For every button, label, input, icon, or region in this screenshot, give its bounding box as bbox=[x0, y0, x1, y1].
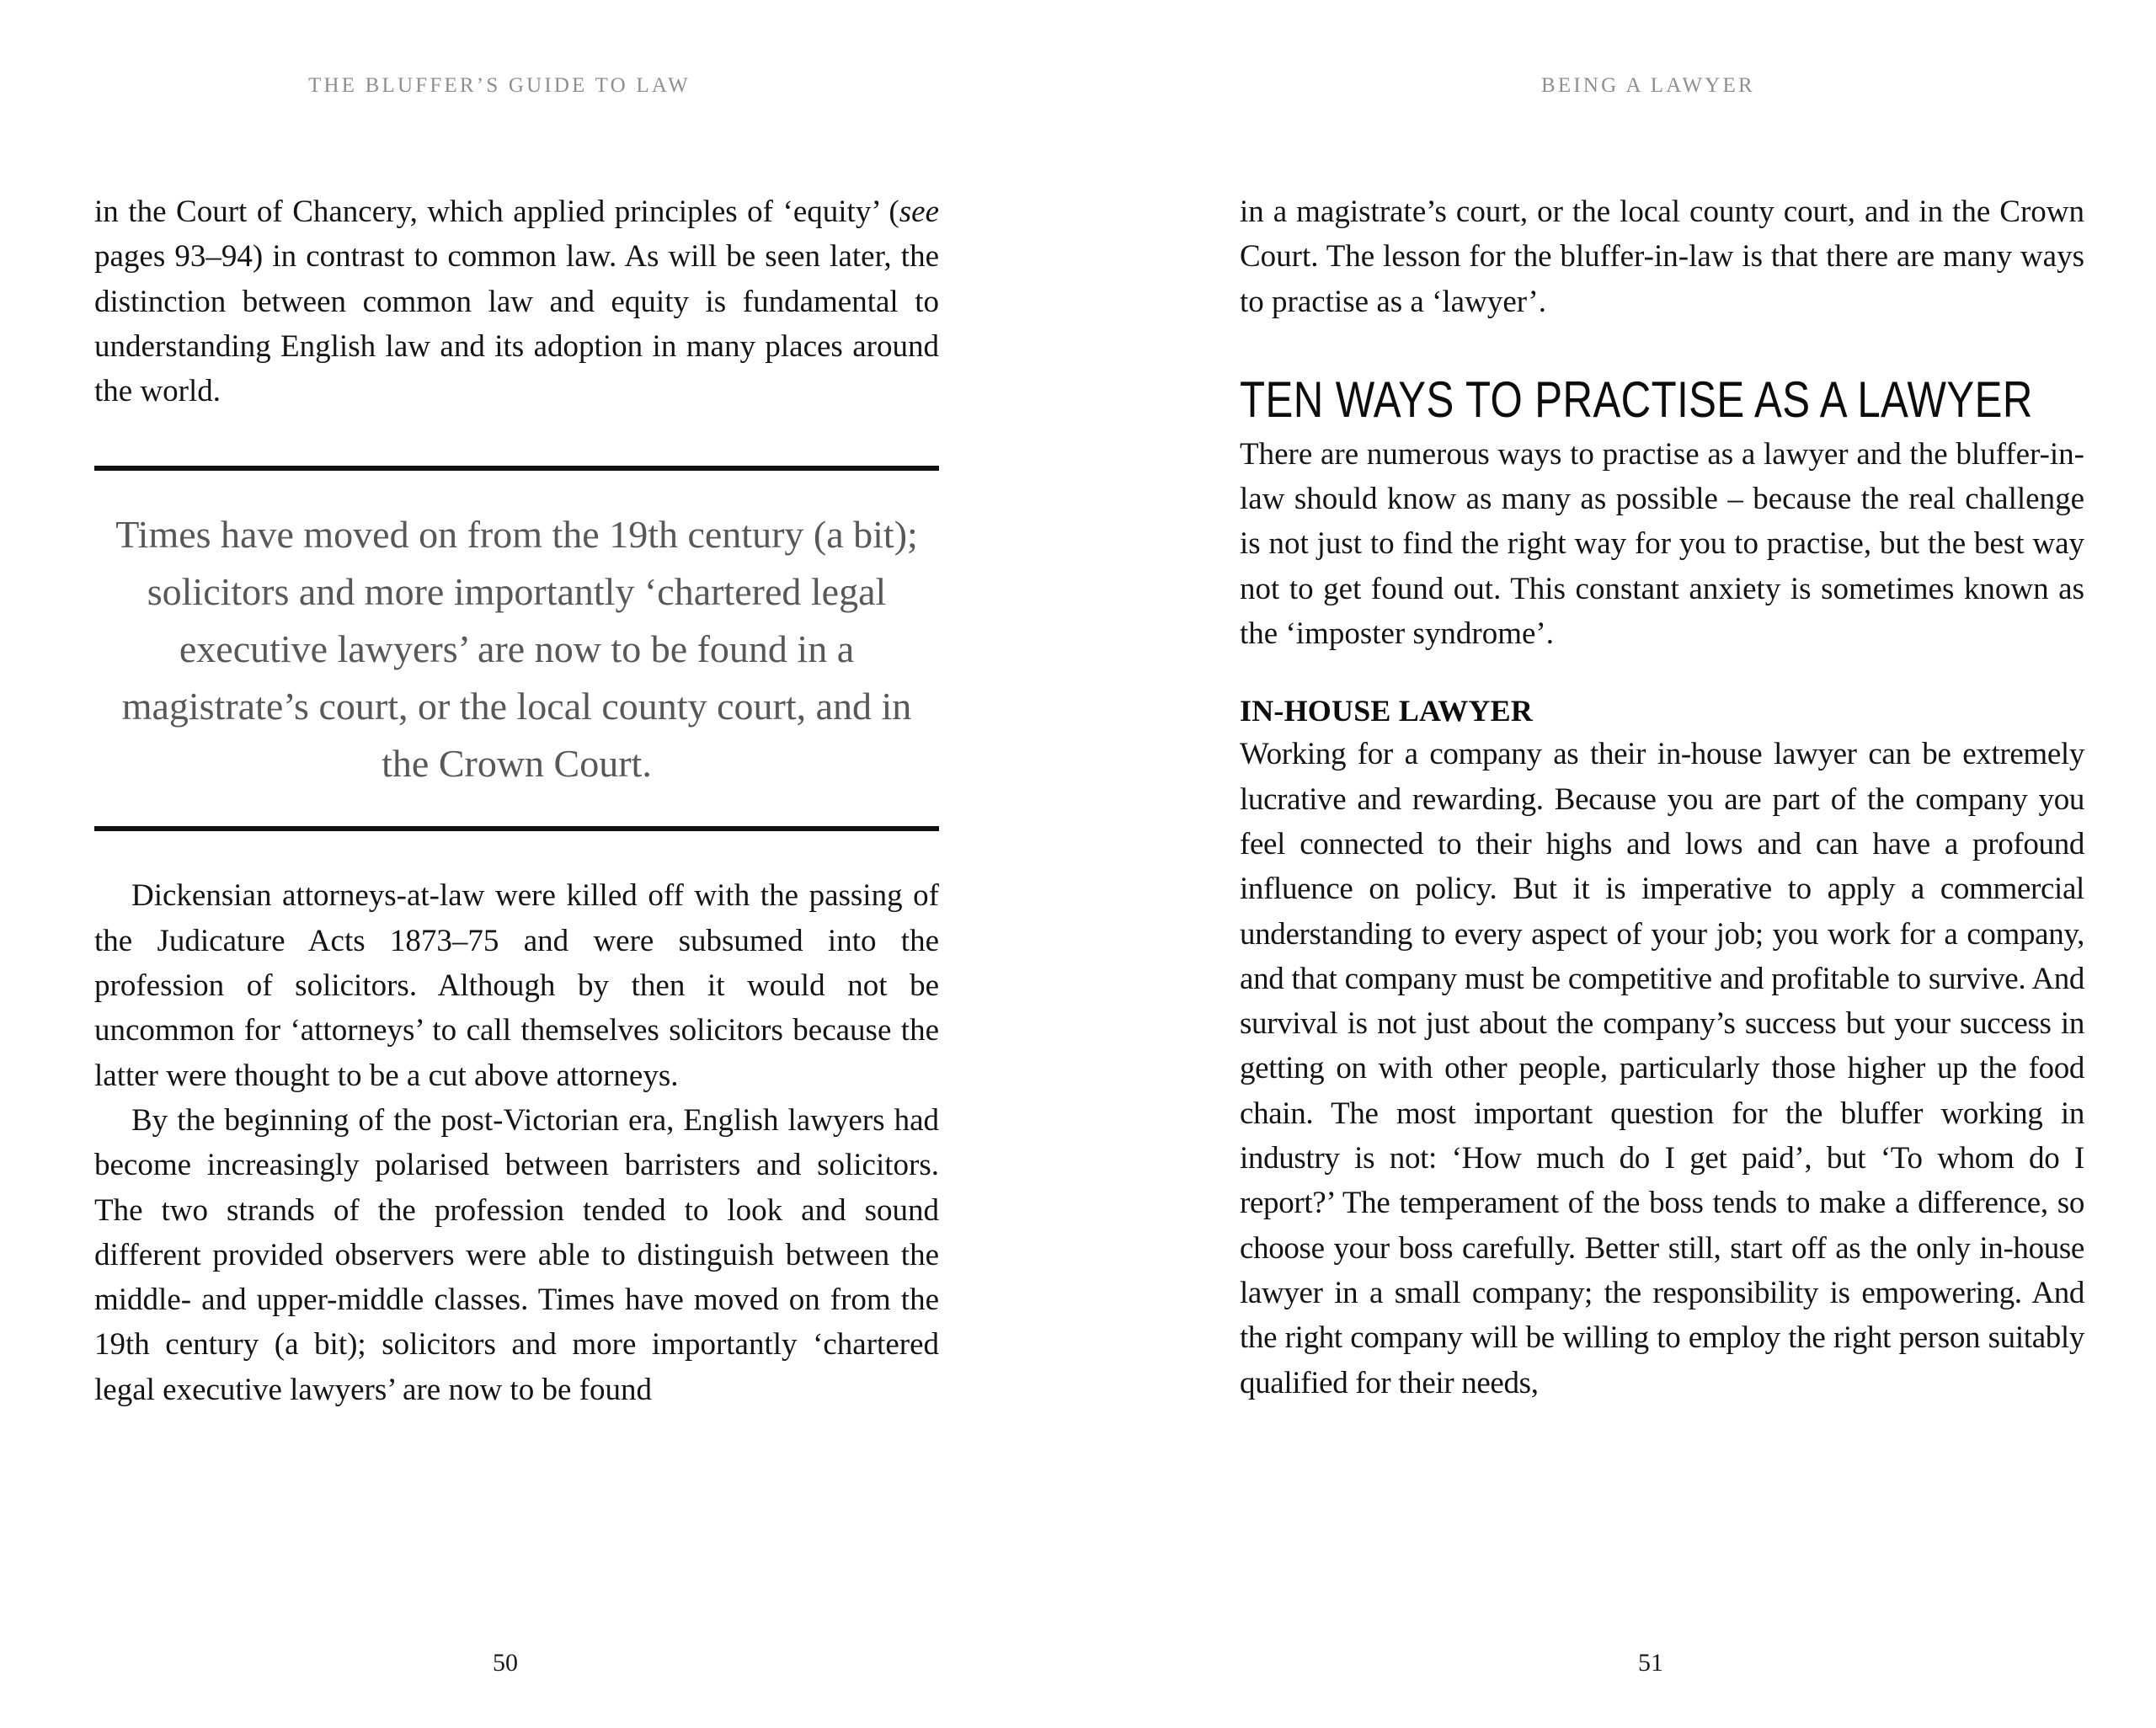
see-italic: see bbox=[899, 195, 939, 229]
right-paragraph-1: in a magistrate’s court, or the local county court, and in the Crown Court. The lesson for the bluffer-in-law is that there are many ways to practise as a ‘lawyer’. bbox=[1240, 195, 2084, 319]
running-head-left: THE BLUFFER’S GUIDE TO LAW bbox=[308, 74, 691, 97]
folio-left: 50 bbox=[493, 1649, 518, 1677]
left-paragraph-3: By the beginning of the post-Victorian era, English lawyers had become increasingly polarised between barristers and solicitors. The two strands of the profession tended to look and sound different provided observers were able to distinguish between the middle- and upper-middle classes. Times have moved on from the 19th century (a bit); solicitors and more importantly ‘chartered legal executive lawyers’ are now to be found bbox=[94, 1102, 939, 1407]
page-left bbox=[94, 189, 939, 1412]
right-paragraph-3: Working for a company as their in-house lawyer can be extremely lucrative and rewarding. Because you are part of the company you feel connected to their highs and lows and can have a profound influence on policy. But it is imperative to apply a commercial understanding to every aspect of your job; you work for a company, and that company must be competitive and profitable to survive. And survival is not just about the company’s success but your success in getting on with other people, particularly those higher up the food chain. The most important question for the bluffer working in industry is not: ‘How much do I get paid’, but ‘To whom do I report?’ The temperament of the boss tends to make a difference, so choose your boss carefully. Better still, start off as the only in-house lawyer in a small company; the responsibility is empowering. And the right company will be willing to employ the right person suitably qualified for their needs, bbox=[1240, 737, 2084, 1400]
pull-quote bbox=[94, 466, 939, 831]
pull-quote-text: Times have moved on from the 19th century (a bit); solicitors and more importantly ‘chartered legal executive lawyers’ are now to be found in a magistrate’s court, or the local county court, and in the Crown Court. bbox=[115, 513, 918, 786]
sub-heading-in-house-lawyer: IN-HOUSE LAWYER bbox=[1240, 694, 1534, 728]
section-heading-ten-ways: TEN WAYS TO PRACTISE AS A LAWYER bbox=[1240, 371, 2033, 428]
left-paragraph-1-part-1: in the Court of Chancery, which applied principles of ‘equity’ ( bbox=[94, 195, 899, 229]
folio-right: 51 bbox=[1638, 1649, 1663, 1677]
running-head-right: BEING A LAWYER bbox=[1541, 74, 1755, 97]
right-paragraph-2: There are numerous ways to practise as a lawyer and the bluffer-in-law should know as many as possible – because the real challenge is not just to find the right way for you to practise, but the best way not to get found out. This constant anxiety is sometimes known as the ‘imposter syndrome’. bbox=[1240, 436, 2084, 652]
page-right bbox=[1240, 189, 2084, 1405]
left-paragraph-1-part-2: pages 93–94) in contrast to common law. As will be seen later, the distinction between common law and equity is fundamental to understanding English law and its adoption in many places around the world. bbox=[94, 239, 939, 409]
left-paragraph-2: Dickensian attorneys-at-law were killed off with the passing of the Judicature Acts 1873–75 and were subsumed into the profession of solicitors. Although by then it would not be uncommon for ‘attorneys’ to call themselves solicitors because the latter were thought to be a cut above attorneys. bbox=[94, 878, 939, 1093]
left-paragraph-1 bbox=[94, 189, 939, 413]
